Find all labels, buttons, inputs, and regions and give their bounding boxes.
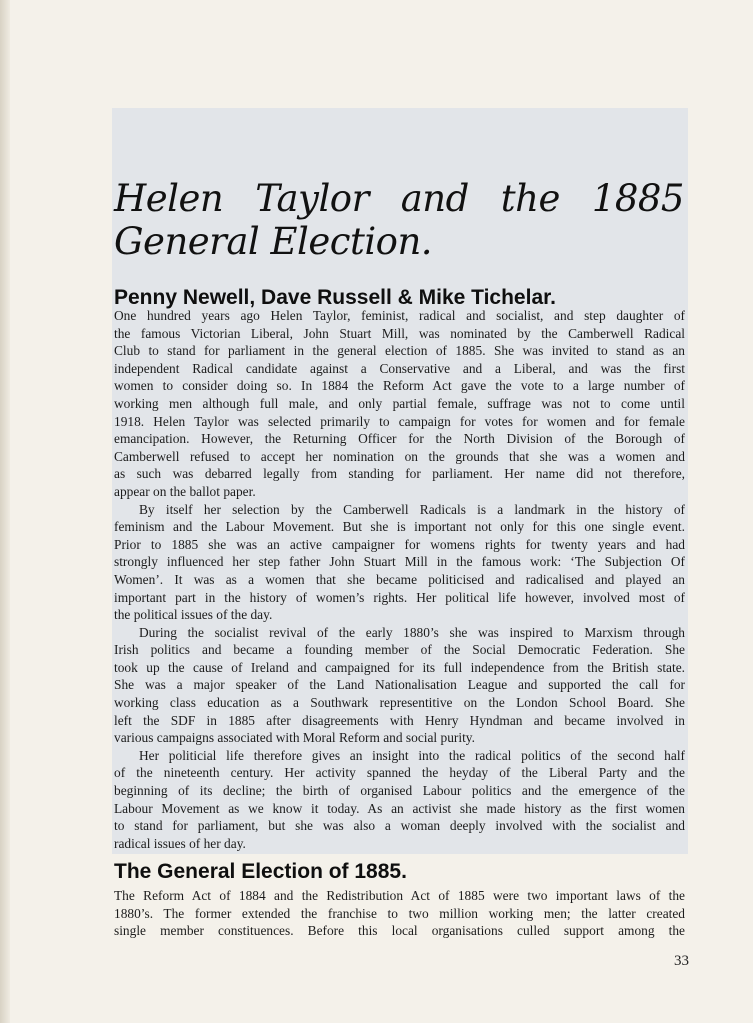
- text-line: Irish politics and became a founding member of the Social Democratic Federation. She: [114, 642, 685, 658]
- text-line: The Reform Act of 1884 and the Redistribution Act of 1885 were two important laws of the: [114, 888, 685, 903]
- text-line: to stand for parliament, but she was also a woman deeply involved with the socialist and: [114, 818, 685, 834]
- text-line: One hundred years ago Helen Taylor, feminist, radical and socialist, and step daughter of: [114, 308, 685, 323]
- text-line: During the socialist revival of the early 1880’s she was inspired to Marxism through: [139, 624, 685, 640]
- text-line: emancipation. However, the Returning Officer for the North Division of the Borough of: [114, 431, 685, 447]
- text-line: beginning of its decline; the birth of organised Labour politics and the emergence of the: [114, 783, 685, 799]
- text-line: appear on the ballot paper.: [114, 483, 256, 499]
- text-line: of the nineteenth century. Her activity spanned the heyday of the Liberal Party and the: [114, 765, 685, 781]
- title-line-2: General Election.: [114, 220, 433, 263]
- text-line: independent Radical candidate against a Conservative and a Liberal, and was the first: [114, 360, 685, 376]
- title-line-1: [114, 177, 684, 220]
- text-line: the political issues of the day.: [114, 607, 273, 623]
- title-word: Taylor: [255, 177, 369, 220]
- text-line: left the SDF in 1885 after disagreements with Henry Hyndman and became involved in: [114, 712, 685, 728]
- page-spine-edge: [0, 0, 10, 1023]
- text-line: feminism and the Labour Movement. But she is important not only for this one single event.: [114, 519, 685, 535]
- article-title: [114, 177, 684, 263]
- text-line: various campaigns associated with Moral Reform and social purity.: [114, 730, 475, 746]
- text-line: By itself her selection by the Camberwell Radicals is a landmark in the history of: [139, 501, 685, 517]
- text-line: important part in the history of women’s rights. Her political life however, involved most of: [114, 589, 685, 605]
- text-line: strongly influenced her step father John Stuart Mill in the famous work: ‘The Subjection Of: [114, 554, 685, 570]
- text-line: Camberwell refused to accept her nomination on the grounds that she was a women and: [114, 448, 685, 464]
- text-line: working class education as a Southwark representitive on the London School Board. She: [114, 695, 685, 711]
- page-number: 33: [674, 953, 689, 969]
- text-line: took up the cause of Ireland and campaigned for its full independence from the British state.: [114, 659, 685, 675]
- text-line: Club to stand for parliament in the general election of 1885. She was invited to stand as an: [114, 343, 685, 359]
- section-heading: The General Election of 1885.: [114, 860, 407, 883]
- title-word: and: [400, 177, 469, 220]
- text-line: radical issues of her day.: [114, 835, 246, 851]
- article-body: [114, 307, 685, 852]
- text-line: She was a major speaker of the Land Nationalisation League and supported the call for: [114, 677, 685, 693]
- title-word: Helen: [114, 177, 224, 220]
- text-line: as such was debarred legally from standing for parliament. Her name did not therefore,: [114, 466, 685, 482]
- text-line: Her politicial life therefore gives an insight into the radical politics of the second half: [139, 747, 685, 763]
- text-line: 1918. Helen Taylor was selected primarily to campaign for votes for women and for female: [114, 413, 685, 429]
- title-word: 1885: [591, 177, 684, 220]
- text-line: single member constituences. Before this local organisations culled support among the: [114, 923, 685, 939]
- text-line: working men although full male, and only partial female, suffrage was not to come until: [114, 395, 685, 411]
- text-line: Labour Movement as we know it today. As an activist she made history as the first women: [114, 800, 685, 816]
- text-line: women to consider doing so. In 1884 the Reform Act gave the vote to a large number of: [114, 378, 685, 394]
- text-line: Prior to 1885 she was an active campaigner for womens rights for twenty years and had: [114, 536, 685, 552]
- text-line: Women’. It was as a women that she became politicised and radicalised and played an: [114, 571, 685, 587]
- title-word: the: [500, 177, 560, 220]
- text-line: 1880’s. The former extended the franchise to two million working men; the latter created: [114, 905, 685, 921]
- section-body: [114, 887, 685, 940]
- text-line: the famous Victorian Liberal, John Stuart Mill, was nominated by the Camberwell Radical: [114, 325, 685, 341]
- article-authors: Penny Newell, Dave Russell & Mike Tichelar.: [114, 286, 556, 309]
